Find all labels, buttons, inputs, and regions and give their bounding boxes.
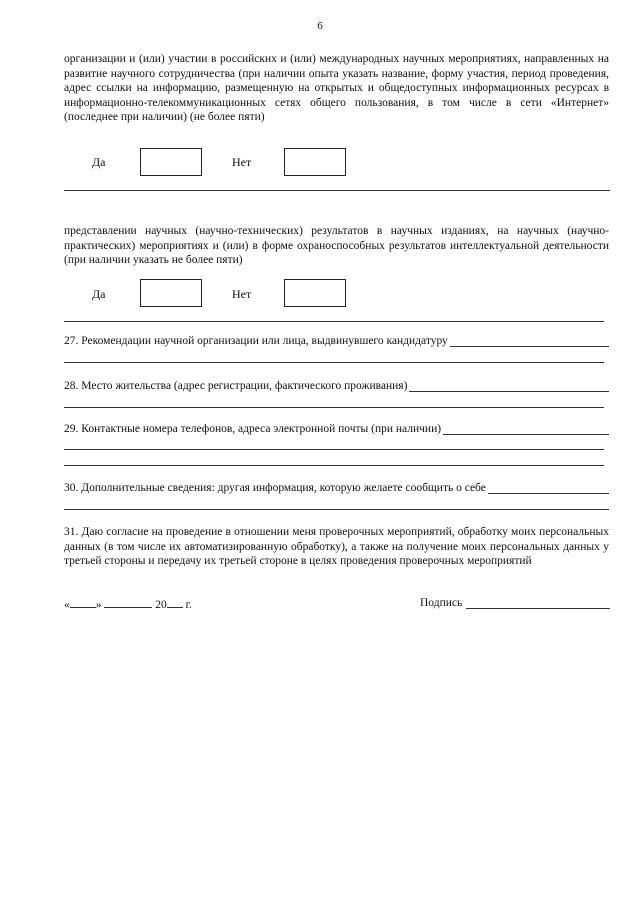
recommendations-label: 27. Рекомендации научной организации или лица, выдвинувшего кандидатуру <box>64 335 448 347</box>
consent-paragraph: 31. Даю согласие на проведение в отношении меня проверочных мероприятий, обработку моих персональных данных (в том числе их автоматизированную обработку), а также на получение моих персональных данных у третьей стороны и передачу их третьей стороне в целях проведения проверочных мероприятий <box>64 526 609 568</box>
date-close-quote: » <box>95 599 102 611</box>
answer-line-a[interactable] <box>64 190 610 191</box>
answer-line-b[interactable] <box>64 321 604 322</box>
additional-info-field <box>64 482 609 494</box>
recommendations-input-line[interactable] <box>450 336 609 347</box>
page-number: 6 <box>317 20 323 32</box>
date-year-input[interactable] <box>167 597 183 608</box>
participation-paragraph: организации и (или) участии в российских и (или) международных научных мероприятиях, направленных на развитие научного сотрудничества (при наличии опыта указать название, форму участия, период проведения, адрес ссылки на информацию, размещенную на открытых и общедоступных информационных ресурсах в информационно-телекоммуникационных сетях общего пользования, в том числе в сети «Интернет» (последнее при наличии) (не более пяти) <box>64 53 609 124</box>
contacts-line-3[interactable] <box>64 465 604 466</box>
date-field <box>64 597 192 611</box>
signature-field <box>420 597 610 609</box>
no-label-b: Нет <box>232 287 252 301</box>
yes-label-a: Да <box>92 155 106 169</box>
additional-info-line-2[interactable] <box>64 509 609 510</box>
residence-label: 28. Место жительства (адрес регистрации, фактического проживания) <box>64 380 408 392</box>
yes-checkbox-b[interactable] <box>140 279 202 307</box>
residence-input-line[interactable] <box>409 381 609 392</box>
recommendations-line-2[interactable] <box>64 362 604 363</box>
contacts-label: 29. Контактные номера телефонов, адреса электронной почты (при наличии) <box>64 423 442 435</box>
residence-field <box>64 380 609 392</box>
no-label-a: Нет <box>232 155 252 169</box>
date-day-input[interactable] <box>70 597 96 608</box>
residence-line-2[interactable] <box>64 407 604 408</box>
additional-info-input-line[interactable] <box>488 483 609 494</box>
yes-label-b: Да <box>92 287 106 301</box>
date-month-input[interactable] <box>104 597 152 608</box>
signature-input-line[interactable] <box>466 598 610 609</box>
contacts-input-line[interactable] <box>443 424 609 435</box>
date-open-quote: « <box>64 599 70 611</box>
signature-label: Подпись <box>420 597 463 609</box>
additional-info-label: 30. Дополнительные сведения: другая информация, которую желаете сообщить о себе <box>64 482 486 494</box>
no-checkbox-b[interactable] <box>284 279 346 307</box>
contacts-line-2[interactable] <box>64 449 604 450</box>
yes-checkbox-a[interactable] <box>140 148 202 176</box>
contacts-field <box>64 423 609 435</box>
date-year-suffix: г. <box>185 599 192 611</box>
recommendations-field <box>64 335 609 347</box>
results-paragraph: представлении научных (научно-технических) результатов в научных изданиях, на научных (научно-практических) мероприятиях и (или) в форме охраноспособных результатов интеллектуальной деятельности (при наличии указать не более пяти) <box>64 225 609 267</box>
no-checkbox-a[interactable] <box>284 148 346 176</box>
date-year-prefix: 20 <box>155 599 167 611</box>
